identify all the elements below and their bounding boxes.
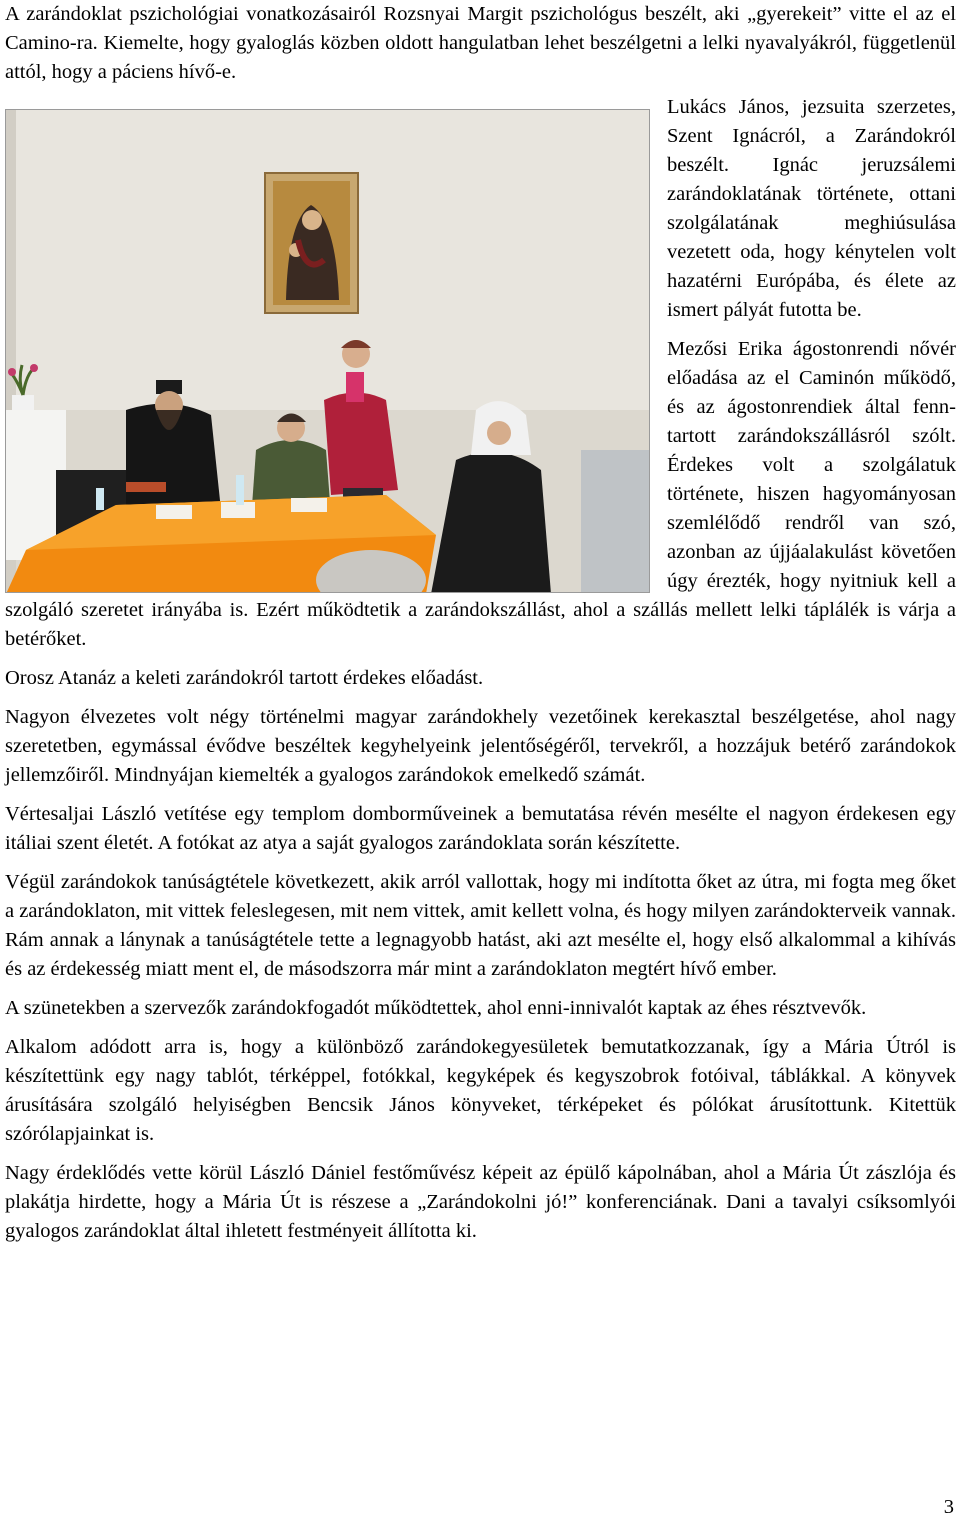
paragraph-mezosi: Mezősi Erika ágostonrendi nővér előadása az el Caminón működő, és az ágostonrendiek által fenntartott zarándokszállásról szólt. Érdekes volt a szolgálatuk története, hiszen hagyományosan szemlélődő rendről van szó, azonban az újjáalakulást követően úgy érezték, hogy nyitniuk kell a szolgáló szeretet irányába is. Ezért működtetik a zarándokszállást, ahol a szállás mellett lelki táplálék is várja a betérőket. xyxy=(5,338,956,650)
paragraph-breaks: A szünetekben a szervezők zarándokfogadót működtettek, ahol enni-innivalót kaptak az éhes résztvevők. xyxy=(5,997,867,1019)
paragraph-lukacs: Lukács János, jezsuita szerzetes, Szent Ignácról, a Zarándokról beszélt. Ignác jeruzsálemi zarándoklatának története, ottani szolgálatának meghiúsulása vezetett oda, hogy kénytelen volt hazatérni Európába, és élete az ismert pályát futotta be. xyxy=(667,96,956,321)
page-number: 3 xyxy=(943,1496,954,1518)
conference-photo xyxy=(5,109,650,593)
paragraph-associations: Alkalom adódott arra is, hogy a különböző zarándokegyesületek bemutatkozzanak, így a Mária Útról is készítettünk egy nagy tablót, térképpel, fotókkal, kegyképek és kegyszobrok fotóival, táblákkal. A könyvek árusítására szolgáló helyiségben Bencsik János könyveket, térképeket és pólókat árusítottunk. Kitettük szórólapjainkat is. xyxy=(5,1036,956,1145)
paragraph-testimonies: Végül zarándokok tanúságtétele következett, akik arról vallottak, hogy mi indította őket az útra, mi fogta meg őket a zarándoklaton, mit vittek feleslegesen, mit nem vittek, amit kellett volna, és hogy milyen zarándokterveik vannak. Rám annak a lánynak a tanúságtétele tette a legnagyobb hatást, aki azt mesélte el, hogy első alkalommal a kihívás és az érdekesség miatt ment el, de másodszorra már mint a zarándoklaton megtért hívő ember. xyxy=(5,871,956,980)
paragraph-roundtable: Nagyon élvezetes volt négy történelmi magyar zarándokhely vezetőinek kerekasztal beszélgetése, ahol nagy szeretetben, egymással évődve beszéltek kegyhelyeink jelentőségéről, tervekről, a hozzájuk betérő zarándokok jellemzőiről. Mindnyájan kiemelték a gyalogos zarándokok emelkedő számát. xyxy=(5,706,956,786)
document-page xyxy=(5,0,956,1256)
paragraph-orosz: Orosz Atanáz a keleti zarándokról tartott érdekes előadást. xyxy=(5,667,484,689)
paragraph-exhibition: Nagy érdeklődés vette körül László Dániel festőművész képeit az épülő kápolnában, ahol a Mária Út zászlója és plakátja hirdette, hogy a Mária Út is részese a „Zarándokolni jó!” konferenciának. Dani a tavalyi csíksomlyói gyalogos zarándoklat által ihletett festményeit állította ki. xyxy=(5,1162,956,1242)
icon-painting xyxy=(265,173,358,313)
paragraph-vertesaljai: Vértesaljai László vetítése egy templom domborműveinek a bemutatása révén mesélte el nagyon érdekesen egy itáliai szent életét. A fotókat az atya a saját gyalogos zarándoklata során készítette. xyxy=(5,803,956,854)
paragraph-psychology: A zarándoklat pszichológiai vonatkozásairól Rozsnyai Margit pszichológus beszélt, aki „gyerekeit” vitte el az el Camino-ra. Kiemelte, hogy gyaloglás közben oldott hangulatban lehet beszélgetni a lelki nyavalyákról, függetlenül attól, hogy a páciens hívő-e. xyxy=(5,3,956,83)
